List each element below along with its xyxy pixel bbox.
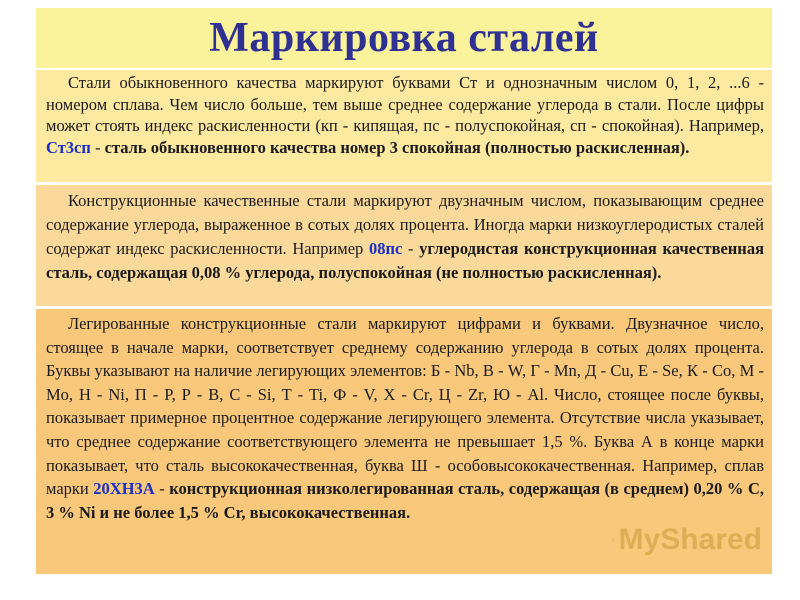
watermark-text: MyShared (618, 523, 762, 556)
slide (36, 8, 772, 574)
steel-grade-example: 08пс (368, 239, 403, 258)
dash: - (402, 239, 420, 258)
paragraph-text: Стали обыкновенного качества маркируют буквами Ст и однозначным числом 0, 1, 2, ...6 - номером сплава. Чем число больше, тем выше среднее содержание углерода в стали. После цифры может стоять индекс раскисленности (кп - кипящая, пс - полуспокойная, сп - спокойная). Например, (46, 73, 764, 135)
watermark-logo (612, 518, 762, 562)
title-bar (36, 8, 772, 68)
steel-grade-example: Ст3сп (46, 137, 91, 157)
dash: - (154, 479, 170, 499)
dash: - (90, 137, 105, 157)
paragraph-quality-steels (36, 185, 772, 306)
steel-grade-example: 20ХН3А (93, 479, 155, 499)
slide-title: Маркировка сталей (209, 15, 599, 61)
grade-description: сталь обыкновенного качества номер 3 спокойная (полностью раскисленная). (104, 137, 690, 157)
paragraph-text: Конструкционные качественные стали маркируют двузначным числом, показывающим среднее содержание углерода, выраженное в сотых долях процента. Иногда марки низкоуглеродистых сталей содержат индекс раскисленности. Например (46, 191, 764, 258)
paragraph-text: Легированные конструкционные стали маркируют цифрами и буквами. Двузначное число, стоящее в начале марки, соответствует среднему содержанию углерода в сотых долях процента. Буквы указывают на наличие легирующих элементов: Б - Nb, В - W, Г - Mn, Д - Cu, Е - Se, К - Co, М - Mo, Н - Ni, П - P, Р - B, С - Si, Т - Ti, Ф - V, Х - Cr, Ц - Zr, Ю - Al. Число, стоящее после буквы, показывает примерное процентное содержание легирующего элемента. Отсутствие числа указывает, что среднее содержание соответствующего элемента не превышает 1,5 %. Буква А в конце марки показывает, что сталь высококачественная, буква Ш - особовысококачественная. Например, сплав марки (46, 314, 764, 499)
paragraph-plain-steels (36, 70, 772, 182)
grade-description: конструкционная низколегированная сталь, содержащая (в среднем) 0,20 % С, 3 % Ni и не более 1,5 % Cr, высококачественная. (46, 479, 764, 522)
grade-description: углеродистая конструкционная качественная сталь, содержащая 0,08 % углерода, полуспокойная (не полностью раскисленная). (46, 239, 764, 282)
watermark-mark-icon (612, 522, 615, 558)
